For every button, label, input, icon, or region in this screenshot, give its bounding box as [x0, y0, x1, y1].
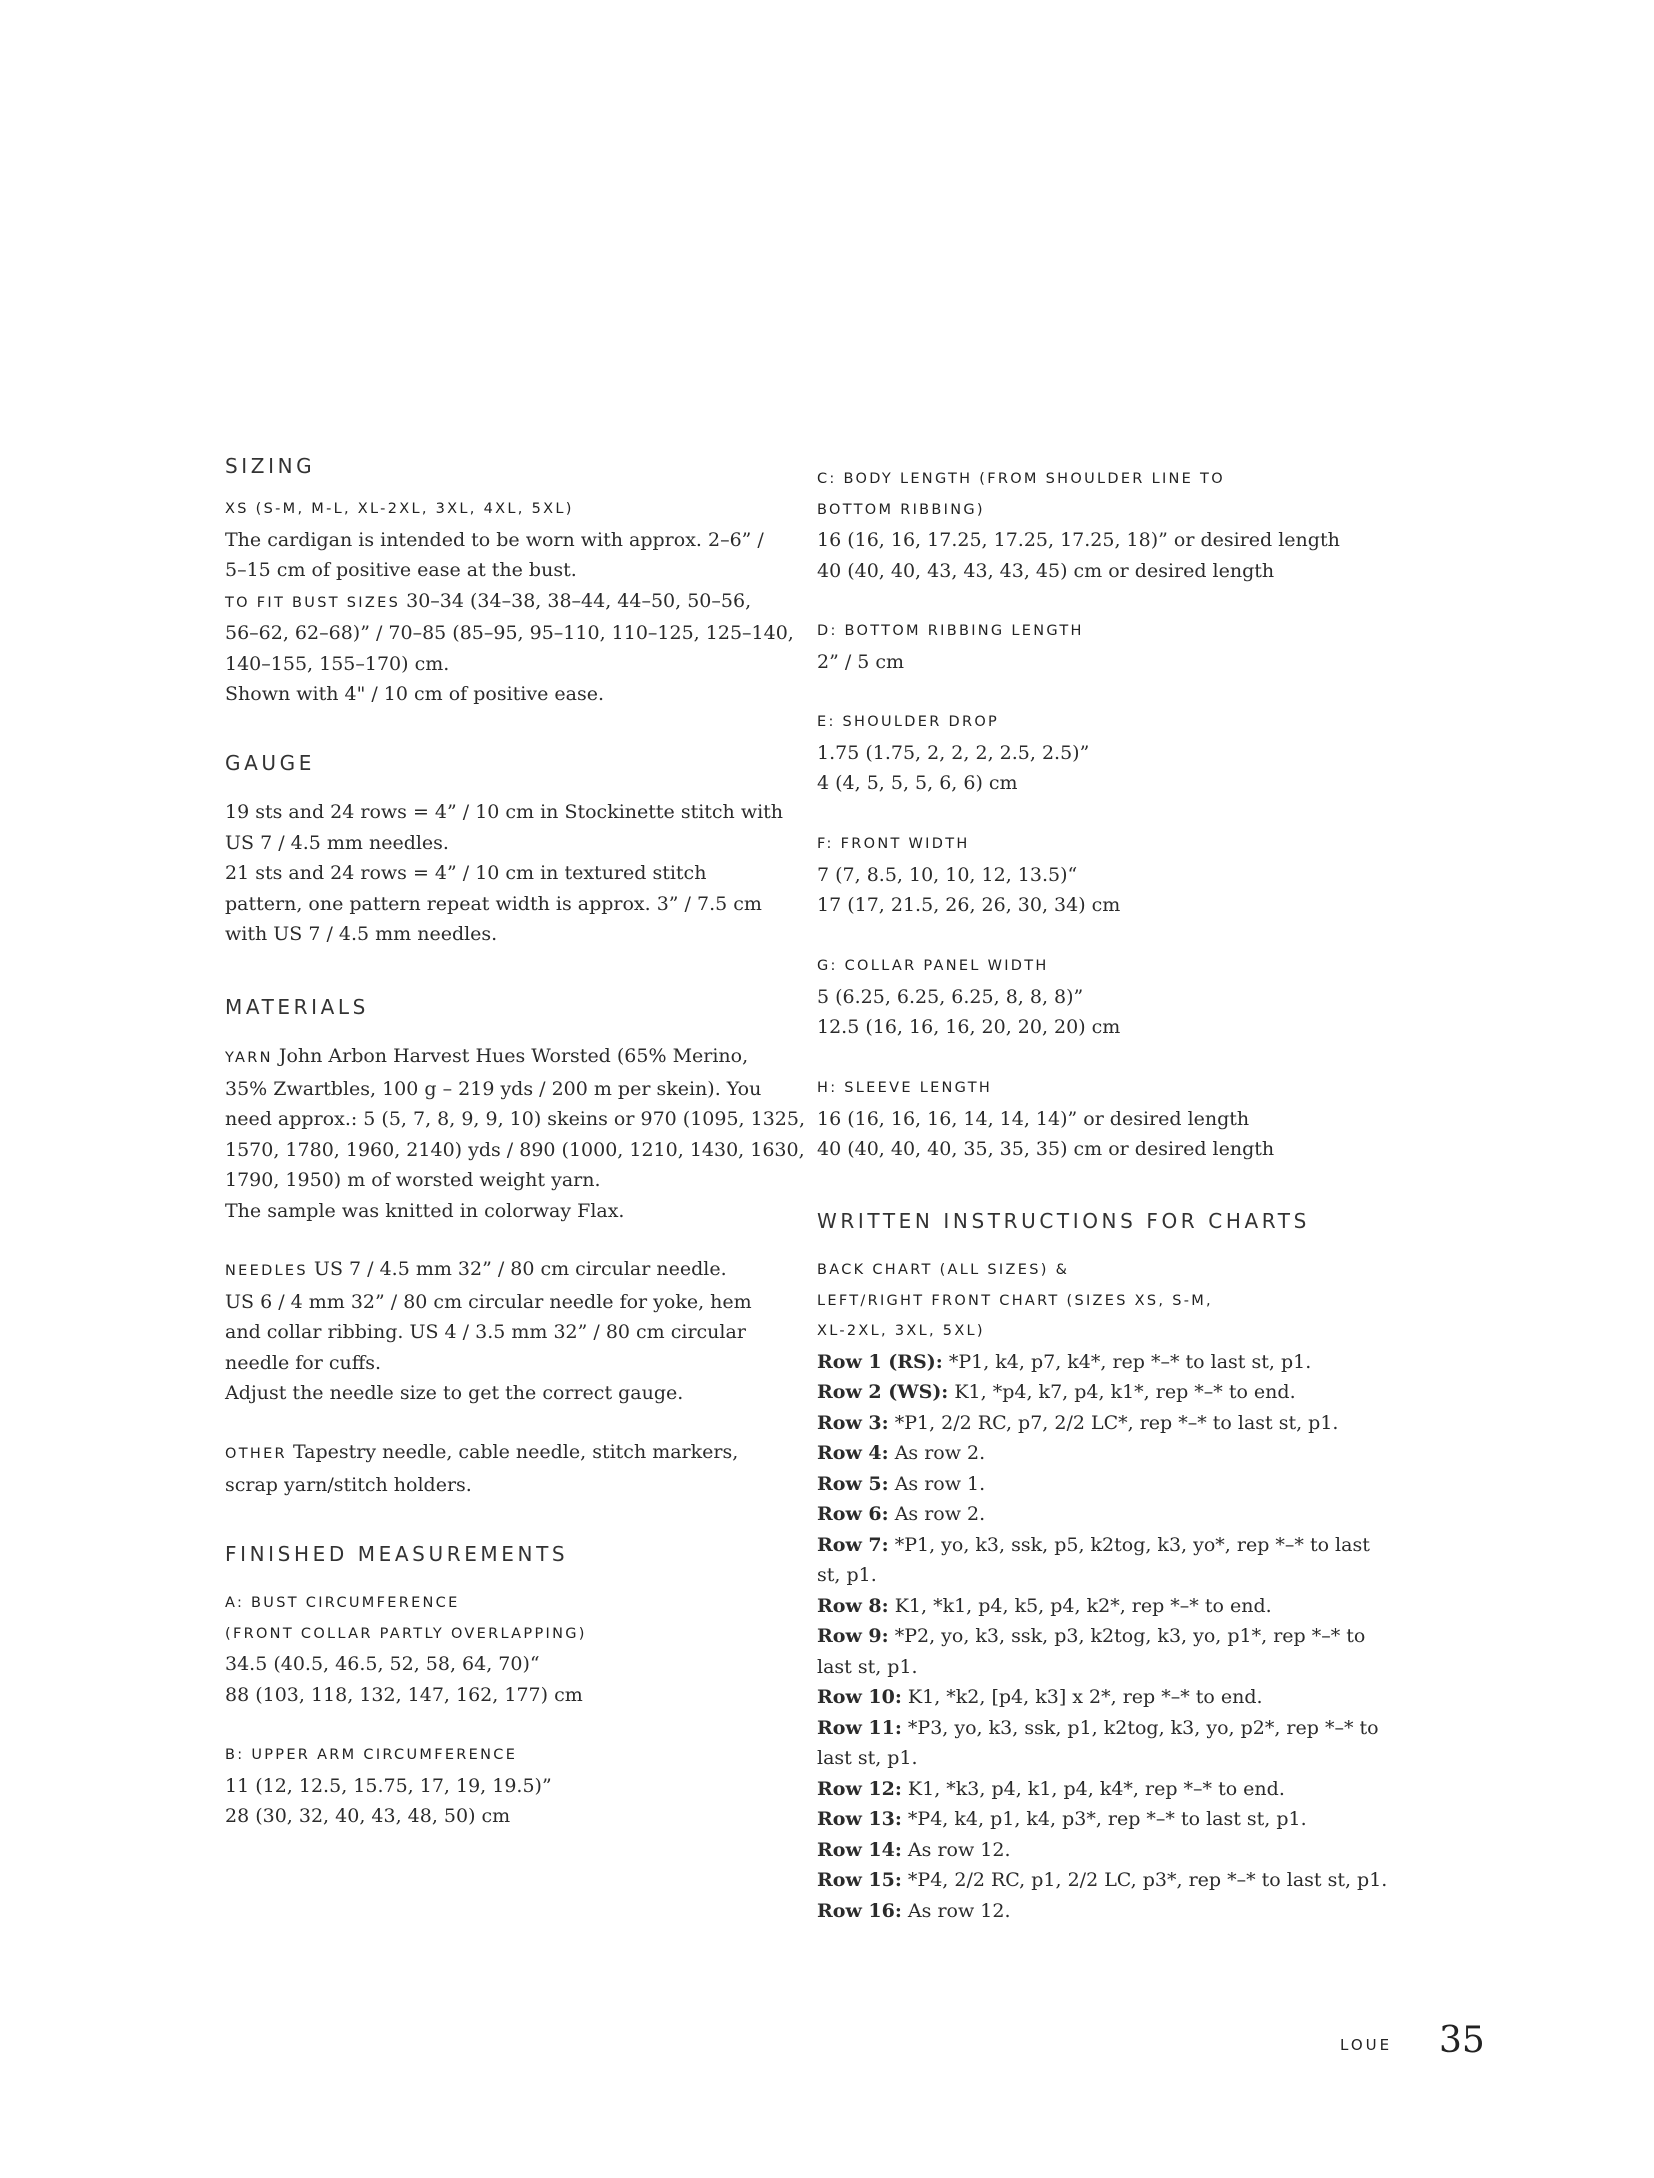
text-line [225, 1104, 806, 1135]
row-text: last st, p1. [817, 1655, 918, 1678]
measure-b-value: 28 (30, 32, 40, 43, 48, 50) cm [225, 1805, 511, 1827]
row-text: K1, *p4, k7, p4, k1*, rep *–* to end. [948, 1381, 1296, 1403]
row-text: As row 12. [901, 1899, 1011, 1922]
row-instruction [817, 1835, 1377, 1866]
row-text: *P3, yo, k3, ssk, p1, k2tog, k3, yo, p2*, rep *–* to [901, 1716, 1379, 1739]
measure-c-block [817, 464, 1377, 586]
needles-block [225, 1254, 770, 1409]
line-text: 1570, 1780, 1960, 2140) yds / 890 (1000, 1210, 1430, 1630, [225, 1138, 805, 1161]
line-text: scrap yarn/stitch holders. [225, 1473, 472, 1496]
row-instruction [817, 1713, 1377, 1744]
gauge-block [225, 797, 784, 950]
text-line: 19 sts and 24 rows = 4” / 10 cm in Stockinette stitch with [225, 801, 784, 823]
row-instruction [817, 1347, 1377, 1378]
row-label: Row 4: [817, 1442, 889, 1464]
measurement-label: H: SLEEVE LENGTH [817, 1080, 993, 1096]
row-text: As row 1. [888, 1472, 986, 1495]
measurement-value: 2” / 5 cm [817, 650, 905, 673]
line-text: 56–62, 62–68)” / 70–85 (85–95, 95–110, 110–125, 125–140, [225, 622, 794, 644]
text-line [225, 1437, 770, 1470]
text-line: 21 sts and 24 rows = 4” / 10 cm in textured stitch [225, 862, 707, 884]
row-instruction [817, 1896, 1377, 1927]
row-label: Row 6: [817, 1503, 889, 1525]
line-text: US 7 / 4.5 mm 32” / 80 cm circular needle. [307, 1258, 727, 1280]
measurement-value: 4 (4, 5, 5, 5, 6, 6) cm [817, 772, 1018, 794]
measurement-label: E: SHOULDER DROP [817, 714, 1000, 730]
text-line [225, 1378, 770, 1409]
line-text: needle for cuffs. [225, 1351, 382, 1374]
row-text: As row 2. [888, 1442, 986, 1464]
yarn-block [225, 1041, 806, 1226]
row-label: Row 14: [817, 1838, 902, 1861]
line-text: 5–15 cm of positive ease at the bust. [225, 559, 577, 581]
row-instruction [817, 1743, 1377, 1774]
row-list [817, 1347, 1388, 1927]
inline-label: NEEDLES [225, 1263, 308, 1279]
row-label: Row 7: [817, 1533, 889, 1556]
line-text: 30–34 (34–38, 38–44, 44–50, 50–56, [400, 589, 752, 612]
row-instruction [817, 1774, 1377, 1805]
text-line [225, 1287, 770, 1318]
row-text: K1, *k1, p4, k5, p4, k2*, rep *–* to end. [888, 1594, 1272, 1617]
finished-measurements-heading: FINISHED MEASUREMENTS [225, 1542, 569, 1566]
measure-a-value: 34.5 (40.5, 46.5, 52, 58, 64, 70)“ [225, 1653, 540, 1675]
row-label: Row 15: [817, 1869, 902, 1891]
row-instruction [817, 1530, 1377, 1561]
text-line [225, 618, 794, 649]
measurement-value: 1.75 (1.75, 2, 2, 2, 2.5, 2.5)” [817, 741, 1090, 764]
text-line [225, 1317, 770, 1348]
gauge-heading: GAUGE [225, 751, 315, 775]
measure-b-block [225, 1740, 770, 1832]
measurement-value: 16 (16, 16, 17.25, 17.25, 17.25, 18)” or desired length [817, 529, 1340, 551]
measurement-label: F: FRONT WIDTH [817, 836, 970, 852]
row-label: Row 16: [817, 1899, 902, 1922]
measure-h-block [817, 1073, 1377, 1165]
measure-g-block [817, 951, 1377, 1043]
line-text: John Arbon Harvest Hues Worsted (65% Merino, [272, 1045, 749, 1067]
sizing-block [225, 492, 794, 710]
row-text: As row 2. [888, 1503, 986, 1525]
measure-a-block [225, 1588, 770, 1710]
other-block [225, 1437, 770, 1500]
chart-label: LEFT/RIGHT FRONT CHART (SIZES XS, S-M, [817, 1292, 1213, 1309]
row-text: *P1, yo, k3, ssk, p5, k2tog, k3, yo*, rep *–* to last [888, 1533, 1370, 1556]
text-line [225, 1074, 770, 1105]
text-line: US 7 / 4.5 mm needles. [225, 831, 449, 854]
sizing-heading: SIZING [225, 454, 316, 478]
row-text: *P1, k4, p7, k4*, rep *–* to last st, p1. [942, 1350, 1312, 1373]
row-instruction [817, 1804, 1377, 1835]
written-instructions-heading: WRITTEN INSTRUCTIONS FOR CHARTS [817, 1209, 1310, 1233]
row-instruction [817, 1865, 1388, 1896]
row-instruction [817, 1469, 1377, 1500]
line-text: 1790, 1950) m of worsted weight yarn. [225, 1169, 601, 1191]
row-label: Row 11: [817, 1716, 902, 1739]
row-instruction [817, 1682, 1377, 1713]
row-instruction [817, 1408, 1377, 1439]
inline-label: OTHER [225, 1446, 287, 1462]
row-label: Row 8: [817, 1594, 889, 1617]
text-line [225, 1135, 805, 1166]
page-footer [1340, 2020, 1485, 2070]
row-instruction [817, 1652, 1377, 1683]
line-text: The sample was knitted in colorway Flax. [225, 1199, 625, 1222]
row-text: st, p1. [817, 1564, 877, 1586]
line-text: The cardigan is intended to be worn with approx. 2–6” / [225, 528, 764, 551]
row-label: Row 10: [817, 1686, 902, 1708]
measurement-value: 7 (7, 8.5, 10, 10, 12, 13.5)“ [817, 863, 1078, 886]
row-label: Row 2 (WS): [817, 1381, 949, 1403]
row-label: Row 9: [817, 1625, 889, 1647]
row-text: K1, *k2, [p4, k3] x 2*, rep *–* to end. [901, 1686, 1263, 1708]
row-text: *P2, yo, k3, ssk, p3, k2tog, k3, yo, p1*, rep *–* to [888, 1625, 1366, 1647]
line-text: Tapestry needle, cable needle, stitch markers, [286, 1441, 739, 1463]
chart-label: BACK CHART (ALL SIZES) & [817, 1262, 1070, 1278]
chart-instructions-block [817, 1255, 1388, 1926]
text-line [225, 649, 770, 680]
text-line [225, 679, 770, 710]
measure-b-value: 11 (12, 12.5, 15.75, 17, 19, 19.5)” [225, 1774, 552, 1797]
line-text: US 6 / 4 mm 32” / 80 cm circular needle for yoke, hem [225, 1290, 752, 1313]
inline-label: YARN [225, 1050, 273, 1066]
materials-heading: MATERIALS [225, 995, 369, 1019]
row-label: Row 1 (RS): [817, 1350, 943, 1373]
measurement-label: G: COLLAR PANEL WIDTH [817, 958, 1049, 974]
line-text: and collar ribbing. US 4 / 3.5 mm 32” / 80 cm circular [225, 1321, 746, 1343]
line-text: Shown with 4" / 10 cm of positive ease. [225, 683, 604, 705]
measurement-value: 40 (40, 40, 43, 43, 43, 45) cm or desired length [817, 559, 1275, 582]
row-text: *P1, 2/2 RC, p7, 2/2 LC*, rep *–* to last st, p1. [888, 1411, 1339, 1434]
measurement-value: 5 (6.25, 6.25, 6.25, 8, 8, 8)” [817, 985, 1084, 1008]
row-text: As row 12. [901, 1838, 1011, 1861]
text-line [225, 586, 770, 619]
line-text: 140–155, 155–170) cm. [225, 652, 450, 675]
page-number: 35 [1439, 2020, 1485, 2061]
text-line [225, 1165, 770, 1196]
row-instruction [817, 1560, 1377, 1591]
measurement-label: C: BODY LENGTH (FROM SHOULDER LINE TO [817, 471, 1225, 487]
measurement-value: 40 (40, 40, 40, 35, 35, 35) cm or desired length [817, 1138, 1275, 1160]
text-line [225, 1254, 770, 1287]
text-line [225, 1348, 770, 1379]
row-instruction [817, 1591, 1377, 1622]
row-text: last st, p1. [817, 1747, 918, 1769]
row-instruction [817, 1438, 1377, 1469]
text-line: with US 7 / 4.5 mm needles. [225, 923, 498, 945]
row-instruction [817, 1621, 1377, 1652]
line-text: Adjust the needle size to get the correct gauge. [225, 1382, 684, 1404]
text-line: pattern, one pattern repeat width is approx. 3” / 7.5 cm [225, 892, 762, 915]
text-line [225, 525, 770, 556]
row-instruction [817, 1499, 1377, 1530]
measure-a-label: A: BUST CIRCUMFERENCE [225, 1595, 460, 1611]
row-text: K1, *k3, p4, k1, p4, k4*, rep *–* to end. [901, 1777, 1285, 1800]
measurement-value: 16 (16, 16, 16, 14, 14, 14)” or desired length [817, 1107, 1250, 1130]
measurement-label: BOTTOM RIBBING) [817, 501, 985, 518]
text-line [225, 555, 770, 586]
row-text: *P4, 2/2 RC, p1, 2/2 LC, p3*, rep *–* to last st, p1. [901, 1869, 1388, 1891]
measure-e-block [817, 707, 1377, 799]
text-line [225, 1041, 770, 1074]
brand-name: LOUE [1340, 2036, 1393, 2054]
text-line [225, 1196, 770, 1227]
measurement-label: D: BOTTOM RIBBING LENGTH [817, 623, 1084, 639]
row-text: *P4, k4, p1, k4, p3*, rep *–* to last st, p1. [901, 1808, 1307, 1830]
line-text: 35% Zwartbles, 100 g – 219 yds / 200 m per skein). You [225, 1077, 762, 1100]
measure-b-label: B: UPPER ARM CIRCUMFERENCE [225, 1747, 518, 1763]
inline-label: XS (S-M, M-L, XL-2XL, 3XL, 4XL, 5XL) [225, 501, 574, 517]
inline-label: TO FIT BUST SIZES [225, 594, 401, 611]
row-label: Row 3: [817, 1411, 889, 1434]
text-line [225, 492, 770, 525]
line-text: need approx.: 5 (5, 7, 8, 9, 9, 10) skeins or 970 (1095, 1325, [225, 1108, 806, 1130]
measurement-value: 17 (17, 21.5, 26, 26, 30, 34) cm [817, 894, 1121, 916]
text-line [225, 1470, 770, 1501]
row-label: Row 13: [817, 1808, 902, 1830]
measurement-value: 12.5 (16, 16, 16, 20, 20, 20) cm [817, 1016, 1121, 1038]
row-instruction [817, 1377, 1377, 1408]
chart-label: XL-2XL, 3XL, 5XL) [817, 1323, 985, 1339]
measure-f-block [817, 829, 1377, 921]
measure-a-label: (FRONT COLLAR PARTLY OVERLAPPING) [225, 1625, 587, 1642]
row-label: Row 12: [817, 1777, 902, 1800]
measure-d-block [817, 616, 1377, 677]
row-label: Row 5: [817, 1472, 889, 1495]
measure-a-value: 88 (103, 118, 132, 147, 162, 177) cm [225, 1683, 583, 1706]
